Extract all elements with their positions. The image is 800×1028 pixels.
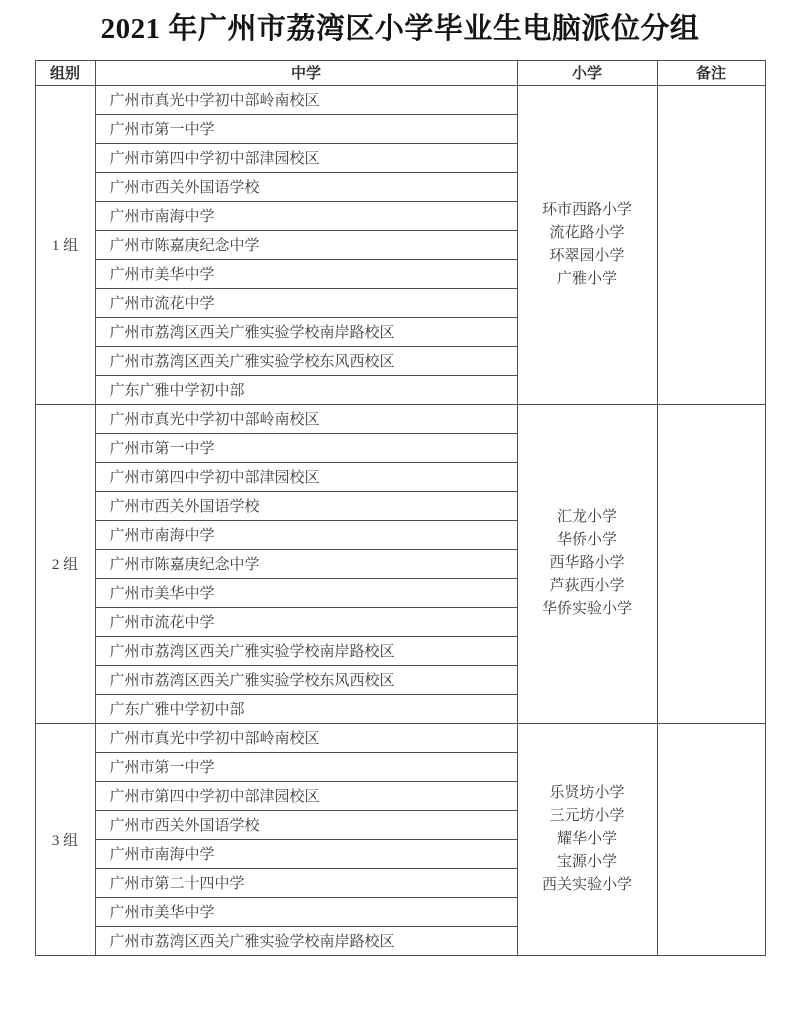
- middle-school-cell: 广州市陈嘉庚纪念中学: [95, 549, 517, 578]
- primary-school-name: 西华路小学: [549, 555, 625, 572]
- table-row: [35, 85, 765, 114]
- middle-school-cell: 广东广雅中学初中部: [95, 375, 517, 404]
- middle-school-cell: 广州市第四中学初中部津园校区: [95, 462, 517, 491]
- allocation-table-body: [35, 85, 765, 955]
- column-header-remark: 备注: [657, 60, 765, 85]
- primary-school-name: 三元坊小学: [549, 807, 625, 824]
- primary-school-name: 环市西路小学: [541, 201, 632, 218]
- column-header-middle-school: 中学: [95, 60, 517, 85]
- primary-schools-cell: [517, 404, 657, 723]
- remark-cell: [657, 85, 765, 404]
- remark-cell: [657, 404, 765, 723]
- middle-school-cell: 广州市南海中学: [95, 520, 517, 549]
- middle-school-cell: 广东广雅中学初中部: [95, 694, 517, 723]
- middle-school-cell: 广州市第一中学: [95, 114, 517, 143]
- header-row: [35, 60, 765, 85]
- primary-school-name: 华侨实验小学: [541, 601, 632, 618]
- middle-school-cell: 广州市荔湾区西关广雅实验学校南岸路校区: [95, 636, 517, 665]
- primary-school-name: 华侨小学: [556, 532, 617, 549]
- page-title: 2021 年广州市荔湾区小学毕业生电脑派位分组: [100, 13, 700, 45]
- middle-school-cell: 广州市荔湾区西关广雅实验学校东风西校区: [95, 665, 517, 694]
- middle-school-cell: 广州市流花中学: [95, 288, 517, 317]
- middle-school-cell: 广州市第一中学: [95, 433, 517, 462]
- middle-school-cell: 广州市荔湾区西关广雅实验学校南岸路校区: [95, 926, 517, 955]
- middle-school-cell: 广州市真光中学初中部岭南校区: [95, 404, 517, 433]
- primary-school-name: 汇龙小学: [556, 509, 617, 526]
- column-header-primary-school: 小学: [517, 60, 657, 85]
- primary-school-name: 芦荻西小学: [549, 578, 625, 595]
- middle-school-cell: 广州市荔湾区西关广雅实验学校东风西校区: [95, 346, 517, 375]
- middle-school-cell: 广州市西关外国语学校: [95, 491, 517, 520]
- middle-school-cell: 广州市第一中学: [95, 752, 517, 781]
- primary-school-name: 流花路小学: [549, 224, 625, 241]
- middle-school-cell: 广州市西关外国语学校: [95, 810, 517, 839]
- middle-school-cell: 广州市第二十四中学: [95, 868, 517, 897]
- middle-school-cell: 广州市南海中学: [95, 839, 517, 868]
- primary-school-name: 乐贤坊小学: [549, 784, 625, 801]
- middle-school-cell: 广州市西关外国语学校: [95, 172, 517, 201]
- primary-school-name: 广雅小学: [556, 270, 617, 287]
- primary-school-name: 西关实验小学: [541, 876, 632, 893]
- middle-school-cell: 广州市美华中学: [95, 259, 517, 288]
- primary-school-name: 环翠园小学: [549, 247, 625, 264]
- middle-school-cell: 广州市南海中学: [95, 201, 517, 230]
- middle-school-cell: 广州市流花中学: [95, 607, 517, 636]
- primary-school-name: 耀华小学: [556, 830, 617, 847]
- primary-school-name: 宝源小学: [556, 853, 617, 870]
- middle-school-cell: 广州市陈嘉庚纪念中学: [95, 230, 517, 259]
- middle-school-cell: 广州市美华中学: [95, 897, 517, 926]
- remark-cell: [657, 723, 765, 955]
- group-label-cell: 1 组: [35, 85, 95, 404]
- primary-schools-cell: [517, 723, 657, 955]
- middle-school-cell: 广州市美华中学: [95, 578, 517, 607]
- middle-school-cell: 广州市第四中学初中部津园校区: [95, 781, 517, 810]
- group-label-cell: 2 组: [35, 404, 95, 723]
- table-row: [35, 404, 765, 433]
- column-header-group: 组别: [35, 60, 95, 85]
- middle-school-cell: 广州市荔湾区西关广雅实验学校南岸路校区: [95, 317, 517, 346]
- middle-school-cell: 广州市真光中学初中部岭南校区: [95, 85, 517, 114]
- allocation-table-header: [35, 60, 765, 85]
- primary-schools-cell: [517, 85, 657, 404]
- middle-school-cell: 广州市真光中学初中部岭南校区: [95, 723, 517, 752]
- table-row: [35, 723, 765, 752]
- middle-school-cell: 广州市第四中学初中部津园校区: [95, 143, 517, 172]
- allocation-table: [35, 60, 766, 956]
- group-label-cell: 3 组: [35, 723, 95, 955]
